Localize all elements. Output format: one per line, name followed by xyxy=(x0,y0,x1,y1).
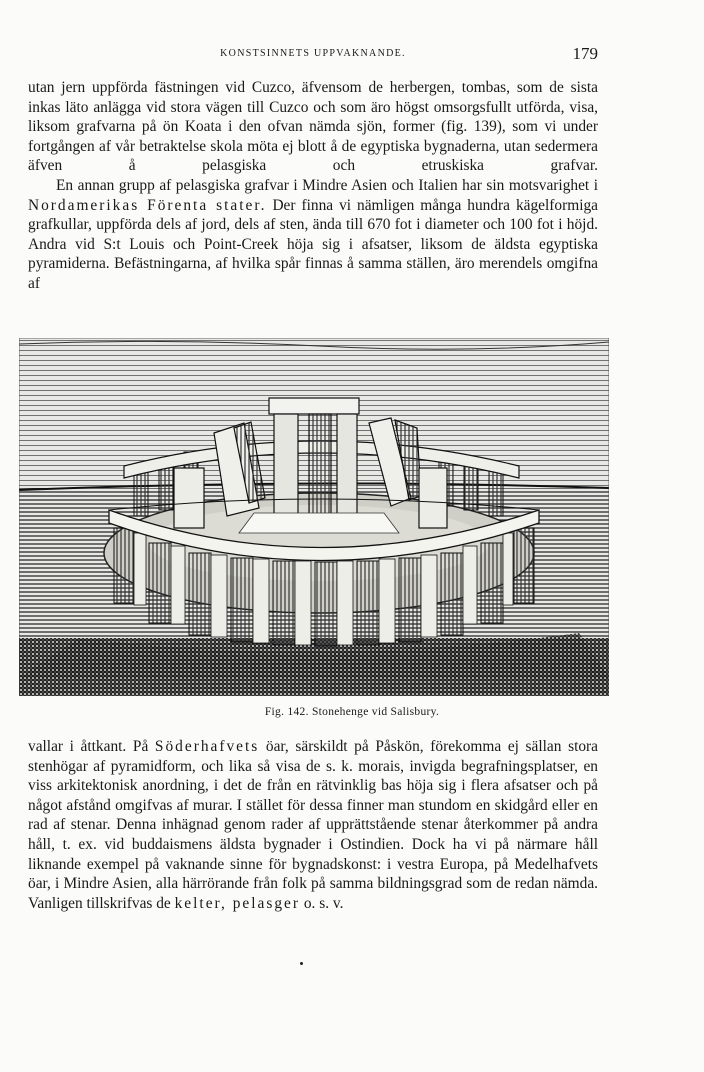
paragraph xyxy=(28,78,598,176)
figure-caption: Fig. 142. Stonehenge vid Salisbury. xyxy=(264,706,440,718)
top-text-block xyxy=(28,78,598,294)
spaced-text-segment: kelter, pelasger xyxy=(174,894,300,912)
bottom-text-block xyxy=(28,737,598,913)
running-head: KONSTSINNETS UPPVAKNANDE. xyxy=(220,48,406,59)
text-segment: öar, särskildt på Påskön, förekomma ej sällan stora stenhögar af pyramidform, och lika så visa de s. k. morais, invigda begrafningsplatser, en viss arkitektonisk anordning, i det de från en rätvinklig bas höja sig i flera afsatser och på något afstånd omgifvas af murar. I stället för dessa finner man stundom en skidgård eller en rad af stenar. Denna inhägnad genom rader af upprättstående stenar återkommer på andra håll, t. ex. vid buddaismens äldsta bygnader i Ostindien. Dock ha vi på närmare håll liknande exempel på vaknande sinne för bygnadskonst: i vestra Europa, på Medelhafvets öar, i Mindre Asien, alla härrörande från folk på samma bildningsgrad som de redan nämda. Vanligen tillskrifvas de xyxy=(28,738,598,912)
text-segment: o. s. v. xyxy=(300,894,344,912)
page-number: 179 xyxy=(572,44,598,63)
spaced-text-segment: Söderhafvets xyxy=(154,738,260,755)
page-header xyxy=(28,44,598,66)
text-segment: Der finna vi nämligen många hundra kägelformiga grafkullar, uppförda dels af jord, dels af sten, ända till 670 fot i diameter och 100 fot i höjd. Andra vid S:t Louis och Point-Creek höja sig i afsatser, liksom de äldsta egyptiska pyramiderna. Befästningarna, af hvilka spår finnas å samma ställen, äro merendels omgifna af xyxy=(28,196,598,292)
text-segment: vallar i åttkant. På xyxy=(28,738,155,755)
text-segment: utan jern uppförda fästningen vid Cuzco, äfvensom de herbergen, tombas, som de sista inkas läto anlägga vid stora vägen till Cuzco och som äro högst omsorgsfullt utförda, visa, liksom grafvarna på ön Koata i den ofvan nämda sjön, former (fig. 139), som vi under fortgången af vår betraktelse skola möta ej blott å de egyptiska bygnaderna, utan sedermera äfven å pelasgiska och etruskiska grafvar. xyxy=(28,79,598,175)
paragraph xyxy=(28,176,598,294)
text-segment: En annan grupp af pelasgiska grafvar i Mindre Asien och Italien har sin motsvarighet i xyxy=(56,176,598,194)
paragraph xyxy=(28,737,598,913)
ink-speck xyxy=(300,962,303,965)
spaced-text-segment: Nordamerikas Förenta stater. xyxy=(28,196,267,214)
stonehenge-illustration xyxy=(19,338,609,696)
